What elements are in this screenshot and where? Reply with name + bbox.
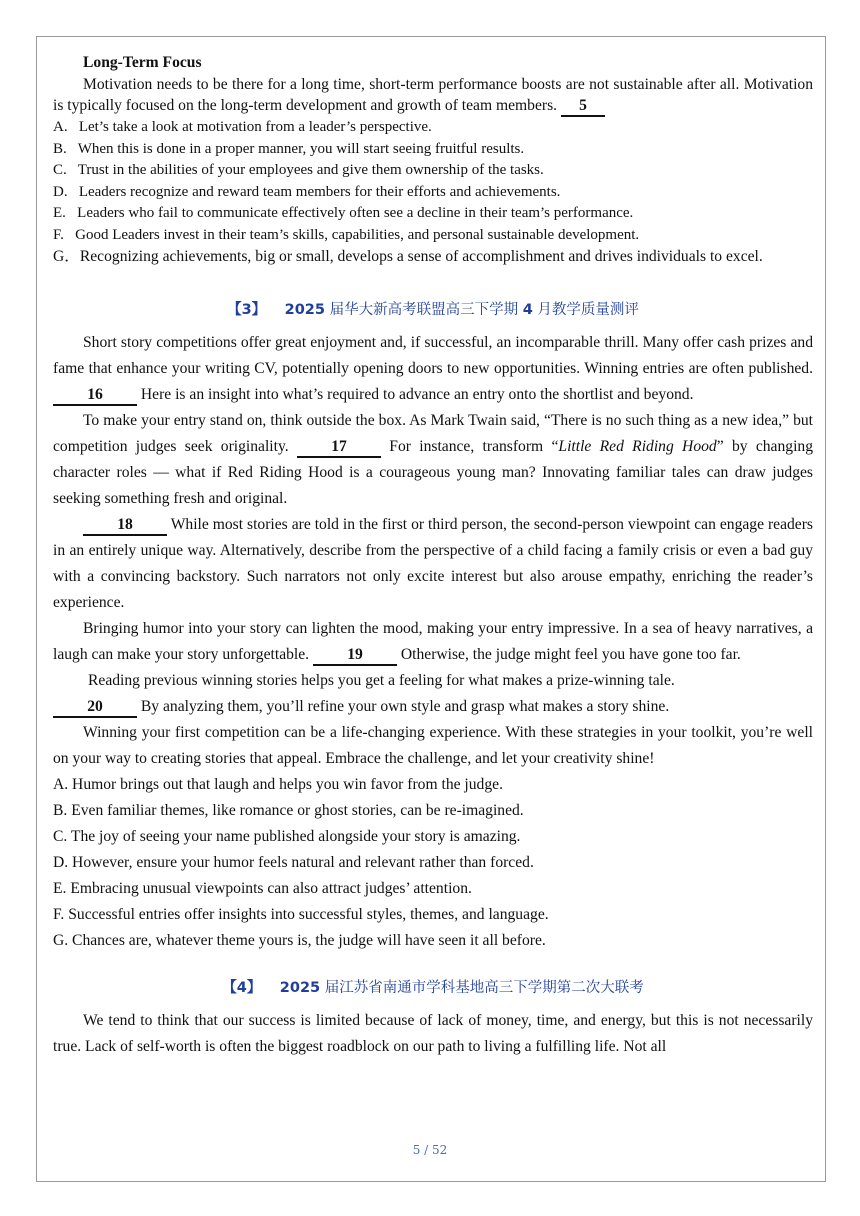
paragraph-text: By analyzing them, you’ll refine your own style and grasp what makes a story shine. (140, 697, 670, 715)
paragraph-text: Otherwise, the judge might feel you have gone too far. (400, 645, 741, 663)
option-f: F. Successful entries offer insights into successful styles, themes, and language. (53, 905, 549, 923)
section-long-term-focus (53, 52, 813, 268)
paragraph-text: For instance, transform “ (389, 437, 559, 455)
section-heading: Long-Term Focus (83, 54, 202, 71)
section-short-story (53, 330, 813, 954)
paragraph: We tend to think that our success is limited because of lack of money, time, and energy, but this is not necessarily true. Lack of self-worth is often the biggest roadblock on our path to living a fulfilling life. Not all (53, 1011, 813, 1055)
option-g: G. Chances are, whatever theme yours is, the judge will have seen it all before. (53, 931, 546, 949)
option-e: E. Leaders who fail to communicate effectively often see a decline in their team’s performance. (53, 205, 634, 221)
title-month: 4 (522, 301, 533, 318)
italic-title: Little Red Riding Hood (558, 437, 717, 455)
option-g: G．Recognizing achievements, big or small, develops a sense of accomplishment and drives individuals to excel. (53, 248, 763, 265)
paragraph (53, 408, 813, 512)
title-number: 【4】 (222, 979, 262, 996)
paragraph-text: Motivation needs to be there for a long time, short-term performance boosts are not sustainable after all. Motivation is typically focused on the long-term development and growth of team members. (53, 75, 813, 114)
answer-blank-5: 5 (561, 97, 605, 117)
title-tail: 月教学质量测评 (537, 301, 639, 318)
answer-blank-17: 17 (297, 438, 381, 458)
option-c: C. Trust in the abilities of your employees and give them ownership of the tasks. (53, 162, 544, 178)
option-d: D. Leaders recognize and reward team members for their efforts and achievements. (53, 183, 561, 200)
title-year: 2025 (279, 979, 321, 996)
option-b: B. Even familiar themes, like romance or ghost stories, can be re-imagined. (53, 801, 524, 819)
option-b: B. When this is done in a proper manner, you will start seeing fruitful results. (53, 140, 525, 157)
answer-blank-20: 20 (53, 698, 137, 718)
page-number: 5 / 52 (412, 1143, 448, 1157)
paragraph (53, 616, 813, 668)
title-text: 届江苏省南通市学科基地高三下学期第二次大联考 (324, 979, 644, 996)
paragraph: Reading previous winning stories helps you get a feeling for what makes a prize-winning tale. (88, 671, 675, 689)
option-d: D. However, ensure your humor feels natural and relevant rather than forced. (53, 853, 534, 871)
option-a: A. Let’s take a look at motivation from a leader’s perspective. (53, 119, 432, 135)
option-e: E. Embracing unusual viewpoints can also attract judges’ attention. (53, 879, 472, 897)
paragraph-text: To make your entry stand on, think outside the box. As Mark Twain said, “There is no such thing as a new idea,” but competition judges seek originality. (53, 411, 813, 455)
paragraph: Winning your first competition can be a life-changing experience. With these strategies in your toolkit, you’re well on your way to creating stories that appeal. Embrace the challenge, and let your creativity shine! (53, 723, 813, 767)
title-year: 2025 (284, 301, 325, 318)
answer-blank-16: 16 (53, 386, 137, 406)
paragraph (53, 330, 813, 408)
paragraph-text: Here is an insight into what’s required to advance an entry onto the shortlist and beyond. (140, 385, 694, 403)
title-text: 届华大新高考联盟高三下学期 (329, 301, 519, 318)
answer-blank-18: 18 (83, 516, 167, 536)
section-title-3 (53, 298, 813, 322)
paragraph-text: Short story competitions offer great enjoyment and, if successful, an incomparable thrill. Many offer cash prizes and fame that enhance your writing CV, potentially opening doors to new opportunities. Winning entries are often published. (53, 333, 813, 377)
paragraph (53, 694, 813, 720)
title-number: 【3】 (227, 301, 267, 318)
option-c: C. The joy of seeing your name published alongside your story is amazing. (53, 827, 521, 845)
paragraph (53, 512, 813, 616)
answer-blank-19: 19 (313, 646, 397, 666)
option-f: F. Good Leaders invest in their team’s skills, capabilities, and personal sustainable development. (53, 226, 640, 243)
document-body (53, 52, 813, 1060)
section-self-worth (53, 1008, 813, 1060)
paragraph-text: ” by changing character roles — what if Red Riding Hood is a courageous young man? Innovating familiar tales can draw judges seeking something fresh and original. (53, 437, 813, 507)
option-a: A. Humor brings out that laugh and helps you win favor from the judge. (53, 775, 503, 793)
paragraph (53, 74, 813, 118)
paragraph-text: While most stories are told in the first or third person, the second-person viewpoint can engage readers in an entirely unique way. Alternatively, describe from the perspective of a child facing a family crisis or even a bad guy with a convincing backstory. Such narrators not only excite interest but also arouse empathy, enriching the reader’s experience. (53, 515, 813, 611)
paragraph-text: Bringing humor into your story can lighten the mood, making your entry impressive. In a sea of heavy narratives, a laugh can make your story unforgettable. (53, 619, 813, 663)
section-title-4 (53, 976, 813, 1000)
